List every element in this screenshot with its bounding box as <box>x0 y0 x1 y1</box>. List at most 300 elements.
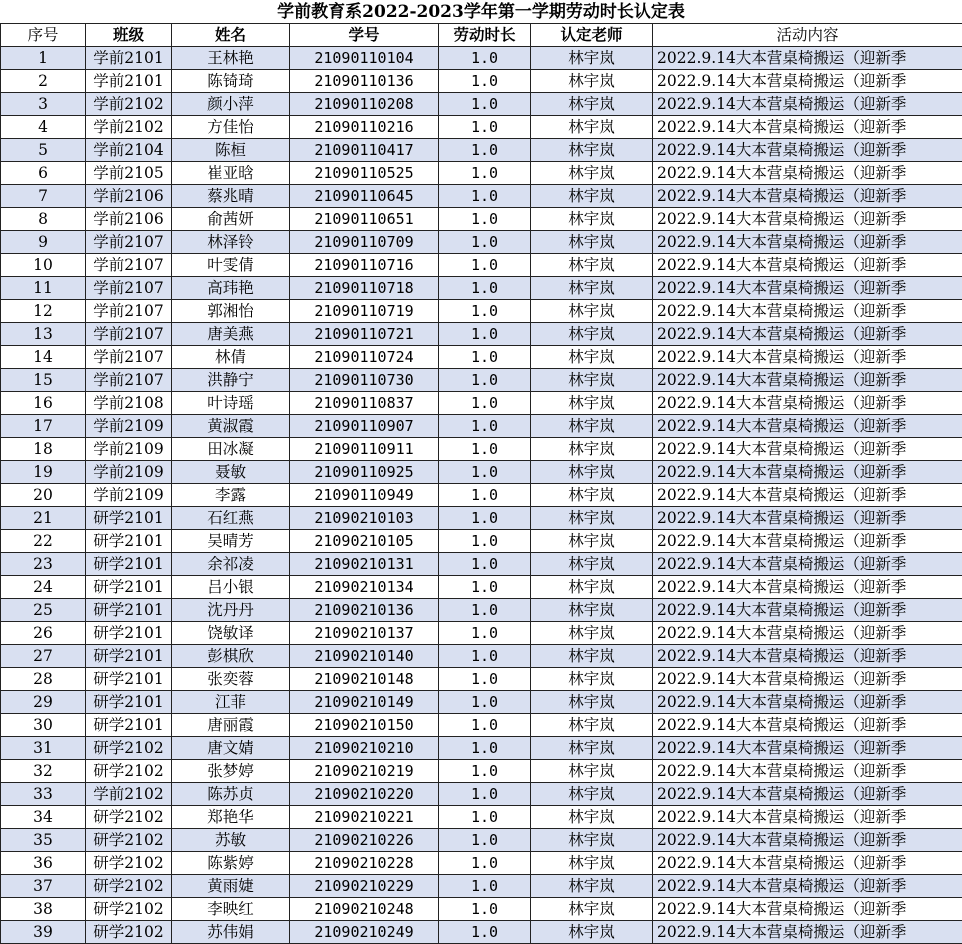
cell-activity[interactable]: 2022.9.14大本营桌椅搬运（迎新季 <box>653 668 962 691</box>
table-row <box>1 415 962 438</box>
cell-class[interactable]: 学前2109 <box>86 438 172 461</box>
cell-activity[interactable]: 2022.9.14大本营桌椅搬运（迎新季 <box>653 599 962 622</box>
cell-class[interactable]: 研学2102 <box>86 829 172 852</box>
cell-class[interactable]: 学前2109 <box>86 415 172 438</box>
table-row <box>1 438 962 461</box>
cell-name[interactable]: 高玮艳 <box>172 277 290 300</box>
cell-class[interactable]: 研学2102 <box>86 921 172 944</box>
table-row <box>1 829 962 852</box>
cell-seq[interactable]: 2 <box>1 70 86 93</box>
cell-hours[interactable]: 1.0 <box>439 829 531 852</box>
cell-teacher[interactable]: 林宇岚 <box>531 254 653 277</box>
cell-teacher[interactable]: 林宇岚 <box>531 829 653 852</box>
cell-student-id[interactable]: 21090110719 <box>290 300 439 323</box>
cell-name[interactable]: 吴晴芳 <box>172 530 290 553</box>
cell-teacher[interactable]: 林宇岚 <box>531 438 653 461</box>
cell-class[interactable]: 学前2109 <box>86 461 172 484</box>
cell-name[interactable]: 郑艳华 <box>172 806 290 829</box>
cell-class[interactable]: 研学2101 <box>86 622 172 645</box>
cell-seq[interactable]: 17 <box>1 415 86 438</box>
cell-activity[interactable]: 2022.9.14大本营桌椅搬运（迎新季 <box>653 714 962 737</box>
cell-activity[interactable]: 2022.9.14大本营桌椅搬运（迎新季 <box>653 461 962 484</box>
cell-class[interactable]: 学前2106 <box>86 208 172 231</box>
cell-activity[interactable]: 2022.9.14大本营桌椅搬运（迎新季 <box>653 116 962 139</box>
table-row <box>1 392 962 415</box>
cell-name[interactable]: 唐丽霞 <box>172 714 290 737</box>
cell-class[interactable]: 学前2107 <box>86 323 172 346</box>
cell-hours[interactable]: 1.0 <box>439 852 531 875</box>
sheet-title: 学前教育系2022-2023学年第一学期劳动时长认定表 <box>277 2 685 22</box>
cell-activity[interactable]: 2022.9.14大本营桌椅搬运（迎新季 <box>653 875 962 898</box>
cell-student-id[interactable]: 21090210221 <box>290 806 439 829</box>
cell-student-id[interactable]: 21090110911 <box>290 438 439 461</box>
cell-seq[interactable]: 7 <box>1 185 86 208</box>
cell-seq[interactable]: 34 <box>1 806 86 829</box>
cell-seq[interactable]: 30 <box>1 714 86 737</box>
cell-teacher[interactable]: 林宇岚 <box>531 185 653 208</box>
cell-hours[interactable]: 1.0 <box>439 760 531 783</box>
cell-hours[interactable]: 1.0 <box>439 806 531 829</box>
table-row <box>1 47 962 70</box>
table-row <box>1 622 962 645</box>
cell-student-id[interactable]: 21090210226 <box>290 829 439 852</box>
cell-hours[interactable]: 1.0 <box>439 921 531 944</box>
cell-class[interactable]: 学前2105 <box>86 162 172 185</box>
cell-teacher[interactable]: 林宇岚 <box>531 622 653 645</box>
cell-student-id[interactable]: 21090110925 <box>290 461 439 484</box>
cell-student-id[interactable]: 21090110136 <box>290 70 439 93</box>
cell-hours[interactable]: 1.0 <box>439 783 531 806</box>
table-row <box>1 553 962 576</box>
cell-name[interactable]: 颜小萍 <box>172 93 290 116</box>
cell-seq[interactable]: 38 <box>1 898 86 921</box>
cell-teacher[interactable]: 林宇岚 <box>531 599 653 622</box>
cell-hours[interactable]: 1.0 <box>439 116 531 139</box>
cell-name[interactable]: 聂敏 <box>172 461 290 484</box>
table-row <box>1 898 962 921</box>
cell-name[interactable]: 张梦婷 <box>172 760 290 783</box>
cell-class[interactable]: 学前2107 <box>86 254 172 277</box>
cell-teacher[interactable]: 林宇岚 <box>531 461 653 484</box>
cell-activity[interactable]: 2022.9.14大本营桌椅搬运（迎新季 <box>653 783 962 806</box>
cell-activity[interactable]: 2022.9.14大本营桌椅搬运（迎新季 <box>653 93 962 116</box>
cell-teacher[interactable]: 林宇岚 <box>531 760 653 783</box>
cell-name[interactable]: 王林艳 <box>172 47 290 70</box>
cell-student-id[interactable]: 21090110718 <box>290 277 439 300</box>
cell-hours[interactable]: 1.0 <box>439 208 531 231</box>
cell-activity[interactable]: 2022.9.14大本营桌椅搬运（迎新季 <box>653 254 962 277</box>
cell-activity[interactable]: 2022.9.14大本营桌椅搬运（迎新季 <box>653 645 962 668</box>
table-row <box>1 484 962 507</box>
cell-activity[interactable]: 2022.9.14大本营桌椅搬运（迎新季 <box>653 921 962 944</box>
cell-hours[interactable]: 1.0 <box>439 415 531 438</box>
cell-hours[interactable]: 1.0 <box>439 162 531 185</box>
cell-name[interactable]: 江菲 <box>172 691 290 714</box>
cell-seq[interactable]: 11 <box>1 277 86 300</box>
cell-seq[interactable]: 27 <box>1 645 86 668</box>
cell-seq[interactable]: 4 <box>1 116 86 139</box>
cell-teacher[interactable]: 林宇岚 <box>531 714 653 737</box>
cell-class[interactable]: 研学2102 <box>86 898 172 921</box>
cell-student-id[interactable]: 21090110949 <box>290 484 439 507</box>
cell-teacher[interactable]: 林宇岚 <box>531 162 653 185</box>
cell-hours[interactable]: 1.0 <box>439 438 531 461</box>
cell-hours[interactable]: 1.0 <box>439 645 531 668</box>
cell-seq[interactable]: 13 <box>1 323 86 346</box>
cell-activity[interactable]: 2022.9.14大本营桌椅搬运（迎新季 <box>653 438 962 461</box>
cell-student-id[interactable]: 21090110525 <box>290 162 439 185</box>
cell-activity[interactable]: 2022.9.14大本营桌椅搬运（迎新季 <box>653 346 962 369</box>
table-row <box>1 369 962 392</box>
cell-class[interactable]: 学前2102 <box>86 783 172 806</box>
table-row <box>1 599 962 622</box>
cell-name[interactable]: 陈桓 <box>172 139 290 162</box>
cell-teacher[interactable]: 林宇岚 <box>531 231 653 254</box>
cell-hours[interactable]: 1.0 <box>439 599 531 622</box>
cell-name[interactable]: 唐美燕 <box>172 323 290 346</box>
cell-class[interactable]: 研学2101 <box>86 714 172 737</box>
cell-activity[interactable]: 2022.9.14大本营桌椅搬运（迎新季 <box>653 898 962 921</box>
cell-name[interactable]: 石红燕 <box>172 507 290 530</box>
cell-activity[interactable]: 2022.9.14大本营桌椅搬运（迎新季 <box>653 185 962 208</box>
cell-activity[interactable]: 2022.9.14大本营桌椅搬运（迎新季 <box>653 47 962 70</box>
cell-class[interactable]: 研学2102 <box>86 852 172 875</box>
cell-hours[interactable]: 1.0 <box>439 70 531 93</box>
cell-class[interactable]: 研学2102 <box>86 875 172 898</box>
cell-class[interactable]: 研学2102 <box>86 737 172 760</box>
cell-seq[interactable]: 18 <box>1 438 86 461</box>
cell-student-id[interactable]: 21090210219 <box>290 760 439 783</box>
cell-hours[interactable]: 1.0 <box>439 875 531 898</box>
cell-teacher[interactable]: 林宇岚 <box>531 553 653 576</box>
cell-hours[interactable]: 1.0 <box>439 346 531 369</box>
cell-student-id[interactable]: 21090210103 <box>290 507 439 530</box>
table-row <box>1 70 962 93</box>
cell-activity[interactable]: 2022.9.14大本营桌椅搬运（迎新季 <box>653 162 962 185</box>
cell-class[interactable]: 研学2101 <box>86 576 172 599</box>
cell-teacher[interactable]: 林宇岚 <box>531 806 653 829</box>
cell-activity[interactable]: 2022.9.14大本营桌椅搬运（迎新季 <box>653 737 962 760</box>
cell-seq[interactable]: 32 <box>1 760 86 783</box>
cell-activity[interactable]: 2022.9.14大本营桌椅搬运（迎新季 <box>653 852 962 875</box>
header-seq[interactable]: 序号 <box>1 24 86 47</box>
cell-student-id[interactable]: 21090110208 <box>290 93 439 116</box>
cell-class[interactable]: 学前2102 <box>86 116 172 139</box>
cell-seq[interactable]: 28 <box>1 668 86 691</box>
cell-activity[interactable]: 2022.9.14大本营桌椅搬运（迎新季 <box>653 507 962 530</box>
cell-name[interactable]: 黄雨婕 <box>172 875 290 898</box>
cell-name[interactable]: 林泽铃 <box>172 231 290 254</box>
cell-class[interactable]: 研学2101 <box>86 691 172 714</box>
cell-seq[interactable]: 10 <box>1 254 86 277</box>
cell-name[interactable]: 田冰凝 <box>172 438 290 461</box>
cell-hours[interactable]: 1.0 <box>439 622 531 645</box>
cell-hours[interactable]: 1.0 <box>439 47 531 70</box>
cell-seq[interactable]: 29 <box>1 691 86 714</box>
cell-name[interactable]: 唐文婧 <box>172 737 290 760</box>
cell-student-id[interactable]: 21090110104 <box>290 47 439 70</box>
cell-seq[interactable]: 1 <box>1 47 86 70</box>
cell-teacher[interactable]: 林宇岚 <box>531 47 653 70</box>
cell-student-id[interactable]: 21090110645 <box>290 185 439 208</box>
cell-teacher[interactable]: 林宇岚 <box>531 691 653 714</box>
cell-student-id[interactable]: 21090210105 <box>290 530 439 553</box>
header-name[interactable]: 姓名 <box>172 24 290 47</box>
cell-teacher[interactable]: 林宇岚 <box>531 737 653 760</box>
cell-hours[interactable]: 1.0 <box>439 392 531 415</box>
header-class[interactable]: 班级 <box>86 24 172 47</box>
cell-student-id[interactable]: 21090210248 <box>290 898 439 921</box>
cell-name[interactable]: 崔亚晗 <box>172 162 290 185</box>
cell-name[interactable]: 陈苏贞 <box>172 783 290 806</box>
cell-hours[interactable]: 1.0 <box>439 369 531 392</box>
cell-name[interactable]: 陈紫婷 <box>172 852 290 875</box>
cell-student-id[interactable]: 21090210136 <box>290 599 439 622</box>
cell-activity[interactable]: 2022.9.14大本营桌椅搬运（迎新季 <box>653 277 962 300</box>
cell-student-id[interactable]: 21090210148 <box>290 668 439 691</box>
cell-student-id[interactable]: 21090210210 <box>290 737 439 760</box>
cell-teacher[interactable]: 林宇岚 <box>531 645 653 668</box>
cell-teacher[interactable]: 林宇岚 <box>531 484 653 507</box>
cell-hours[interactable]: 1.0 <box>439 254 531 277</box>
cell-class[interactable]: 研学2101 <box>86 507 172 530</box>
cell-teacher[interactable]: 林宇岚 <box>531 852 653 875</box>
cell-activity[interactable]: 2022.9.14大本营桌椅搬运（迎新季 <box>653 622 962 645</box>
cell-hours[interactable]: 1.0 <box>439 300 531 323</box>
cell-name[interactable]: 林倩 <box>172 346 290 369</box>
cell-teacher[interactable]: 林宇岚 <box>531 507 653 530</box>
cell-activity[interactable]: 2022.9.14大本营桌椅搬运（迎新季 <box>653 70 962 93</box>
cell-name[interactable]: 余祁凌 <box>172 553 290 576</box>
cell-activity[interactable]: 2022.9.14大本营桌椅搬运（迎新季 <box>653 530 962 553</box>
cell-teacher[interactable]: 林宇岚 <box>531 415 653 438</box>
cell-hours[interactable]: 1.0 <box>439 277 531 300</box>
cell-hours[interactable]: 1.0 <box>439 93 531 116</box>
cell-student-id[interactable]: 21090210134 <box>290 576 439 599</box>
cell-hours[interactable]: 1.0 <box>439 668 531 691</box>
cell-hours[interactable]: 1.0 <box>439 553 531 576</box>
cell-class[interactable]: 学前2101 <box>86 47 172 70</box>
cell-name[interactable]: 叶诗瑶 <box>172 392 290 415</box>
cell-seq[interactable]: 21 <box>1 507 86 530</box>
cell-teacher[interactable]: 林宇岚 <box>531 300 653 323</box>
cell-name[interactable]: 彭棋欣 <box>172 645 290 668</box>
cell-student-id[interactable]: 21090210228 <box>290 852 439 875</box>
cell-class[interactable]: 研学2101 <box>86 668 172 691</box>
cell-name[interactable]: 沈丹丹 <box>172 599 290 622</box>
cell-seq[interactable]: 35 <box>1 829 86 852</box>
cell-teacher[interactable]: 林宇岚 <box>531 783 653 806</box>
cell-student-id[interactable]: 21090210229 <box>290 875 439 898</box>
cell-class[interactable]: 学前2107 <box>86 231 172 254</box>
cell-hours[interactable]: 1.0 <box>439 737 531 760</box>
cell-seq[interactable]: 37 <box>1 875 86 898</box>
cell-student-id[interactable]: 21090110216 <box>290 116 439 139</box>
cell-name[interactable]: 饶敏译 <box>172 622 290 645</box>
cell-hours[interactable]: 1.0 <box>439 484 531 507</box>
cell-name[interactable]: 洪静宁 <box>172 369 290 392</box>
cell-hours[interactable]: 1.0 <box>439 714 531 737</box>
cell-student-id[interactable]: 21090110651 <box>290 208 439 231</box>
cell-name[interactable]: 李露 <box>172 484 290 507</box>
cell-student-id[interactable]: 21090210140 <box>290 645 439 668</box>
table-row <box>1 921 962 944</box>
cell-name[interactable]: 李映红 <box>172 898 290 921</box>
cell-class[interactable]: 研学2101 <box>86 599 172 622</box>
cell-teacher[interactable]: 林宇岚 <box>531 668 653 691</box>
table-row <box>1 806 962 829</box>
cell-hours[interactable]: 1.0 <box>439 576 531 599</box>
cell-student-id[interactable]: 21090210249 <box>290 921 439 944</box>
cell-student-id[interactable]: 21090110907 <box>290 415 439 438</box>
cell-student-id[interactable]: 21090110837 <box>290 392 439 415</box>
cell-name[interactable]: 张奕蓉 <box>172 668 290 691</box>
cell-student-id[interactable]: 21090110730 <box>290 369 439 392</box>
cell-activity[interactable]: 2022.9.14大本营桌椅搬运（迎新季 <box>653 369 962 392</box>
cell-seq[interactable]: 5 <box>1 139 86 162</box>
cell-seq[interactable]: 12 <box>1 300 86 323</box>
cell-student-id[interactable]: 21090210137 <box>290 622 439 645</box>
header-activity[interactable]: 活动内容 <box>653 24 962 47</box>
cell-student-id[interactable]: 21090210149 <box>290 691 439 714</box>
cell-teacher[interactable]: 林宇岚 <box>531 116 653 139</box>
cell-activity[interactable]: 2022.9.14大本营桌椅搬运（迎新季 <box>653 323 962 346</box>
cell-teacher[interactable]: 林宇岚 <box>531 70 653 93</box>
cell-class[interactable]: 学前2107 <box>86 277 172 300</box>
cell-teacher[interactable]: 林宇岚 <box>531 208 653 231</box>
cell-class[interactable]: 学前2107 <box>86 369 172 392</box>
cell-name[interactable]: 苏伟娟 <box>172 921 290 944</box>
cell-class[interactable]: 学前2108 <box>86 392 172 415</box>
cell-class[interactable]: 学前2104 <box>86 139 172 162</box>
cell-activity[interactable]: 2022.9.14大本营桌椅搬运（迎新季 <box>653 484 962 507</box>
cell-seq[interactable]: 8 <box>1 208 86 231</box>
cell-teacher[interactable]: 林宇岚 <box>531 875 653 898</box>
cell-hours[interactable]: 1.0 <box>439 185 531 208</box>
cell-seq[interactable]: 22 <box>1 530 86 553</box>
cell-seq[interactable]: 14 <box>1 346 86 369</box>
header-teacher[interactable]: 认定老师 <box>531 24 653 47</box>
cell-activity[interactable]: 2022.9.14大本营桌椅搬运（迎新季 <box>653 231 962 254</box>
cell-student-id[interactable]: 21090210150 <box>290 714 439 737</box>
cell-student-id[interactable]: 21090110709 <box>290 231 439 254</box>
cell-activity[interactable]: 2022.9.14大本营桌椅搬运（迎新季 <box>653 760 962 783</box>
cell-hours[interactable]: 1.0 <box>439 231 531 254</box>
cell-name[interactable]: 吕小银 <box>172 576 290 599</box>
cell-hours[interactable]: 1.0 <box>439 461 531 484</box>
cell-student-id[interactable]: 21090210131 <box>290 553 439 576</box>
cell-class[interactable]: 学前2106 <box>86 185 172 208</box>
cell-name[interactable]: 方佳怡 <box>172 116 290 139</box>
cell-teacher[interactable]: 林宇岚 <box>531 576 653 599</box>
cell-hours[interactable]: 1.0 <box>439 691 531 714</box>
cell-class[interactable]: 学前2107 <box>86 346 172 369</box>
cell-teacher[interactable]: 林宇岚 <box>531 139 653 162</box>
cell-activity[interactable]: 2022.9.14大本营桌椅搬运（迎新季 <box>653 415 962 438</box>
table-row <box>1 300 962 323</box>
cell-seq[interactable]: 19 <box>1 461 86 484</box>
cell-seq[interactable]: 24 <box>1 576 86 599</box>
cell-teacher[interactable]: 林宇岚 <box>531 392 653 415</box>
cell-activity[interactable]: 2022.9.14大本营桌椅搬运（迎新季 <box>653 300 962 323</box>
cell-seq[interactable]: 33 <box>1 783 86 806</box>
table-row <box>1 875 962 898</box>
cell-class[interactable]: 学前2102 <box>86 93 172 116</box>
cell-seq[interactable]: 9 <box>1 231 86 254</box>
cell-activity[interactable]: 2022.9.14大本营桌椅搬运（迎新季 <box>653 392 962 415</box>
cell-hours[interactable]: 1.0 <box>439 898 531 921</box>
cell-teacher[interactable]: 林宇岚 <box>531 530 653 553</box>
cell-teacher[interactable]: 林宇岚 <box>531 93 653 116</box>
cell-name[interactable]: 黄淑霞 <box>172 415 290 438</box>
cell-seq[interactable]: 23 <box>1 553 86 576</box>
cell-activity[interactable]: 2022.9.14大本营桌椅搬运（迎新季 <box>653 576 962 599</box>
cell-teacher[interactable]: 林宇岚 <box>531 921 653 944</box>
cell-class[interactable]: 学前2109 <box>86 484 172 507</box>
cell-seq[interactable]: 26 <box>1 622 86 645</box>
cell-teacher[interactable]: 林宇岚 <box>531 898 653 921</box>
cell-student-id[interactable]: 21090110716 <box>290 254 439 277</box>
cell-seq[interactable]: 15 <box>1 369 86 392</box>
cell-name[interactable]: 郭湘怡 <box>172 300 290 323</box>
cell-teacher[interactable]: 林宇岚 <box>531 323 653 346</box>
cell-class[interactable]: 学前2107 <box>86 300 172 323</box>
cell-seq[interactable]: 31 <box>1 737 86 760</box>
cell-hours[interactable]: 1.0 <box>439 530 531 553</box>
cell-student-id[interactable]: 21090110417 <box>290 139 439 162</box>
cell-name[interactable]: 叶雯倩 <box>172 254 290 277</box>
cell-student-id[interactable]: 21090110724 <box>290 346 439 369</box>
cell-seq[interactable]: 39 <box>1 921 86 944</box>
cell-seq[interactable]: 36 <box>1 852 86 875</box>
cell-student-id[interactable]: 21090110721 <box>290 323 439 346</box>
cell-name[interactable]: 苏敏 <box>172 829 290 852</box>
header-student-id[interactable]: 学号 <box>290 24 439 47</box>
cell-teacher[interactable]: 林宇岚 <box>531 277 653 300</box>
cell-seq[interactable]: 3 <box>1 93 86 116</box>
table-row <box>1 461 962 484</box>
table-row <box>1 668 962 691</box>
cell-activity[interactable]: 2022.9.14大本营桌椅搬运（迎新季 <box>653 806 962 829</box>
cell-name[interactable]: 陈锜琦 <box>172 70 290 93</box>
cell-hours[interactable]: 1.0 <box>439 507 531 530</box>
cell-activity[interactable]: 2022.9.14大本营桌椅搬运（迎新季 <box>653 553 962 576</box>
cell-teacher[interactable]: 林宇岚 <box>531 346 653 369</box>
cell-seq[interactable]: 6 <box>1 162 86 185</box>
cell-teacher[interactable]: 林宇岚 <box>531 369 653 392</box>
cell-class[interactable]: 学前2101 <box>86 70 172 93</box>
cell-name[interactable]: 蔡兆晴 <box>172 185 290 208</box>
header-hours[interactable]: 劳动时长 <box>439 24 531 47</box>
cell-name[interactable]: 俞茜妍 <box>172 208 290 231</box>
cell-hours[interactable]: 1.0 <box>439 139 531 162</box>
labor-hours-table <box>0 23 962 944</box>
cell-class[interactable]: 研学2101 <box>86 645 172 668</box>
cell-activity[interactable]: 2022.9.14大本营桌椅搬运（迎新季 <box>653 829 962 852</box>
cell-class[interactable]: 研学2101 <box>86 553 172 576</box>
cell-class[interactable]: 研学2102 <box>86 760 172 783</box>
cell-hours[interactable]: 1.0 <box>439 323 531 346</box>
cell-activity[interactable]: 2022.9.14大本营桌椅搬运（迎新季 <box>653 208 962 231</box>
cell-seq[interactable]: 25 <box>1 599 86 622</box>
cell-seq[interactable]: 20 <box>1 484 86 507</box>
cell-activity[interactable]: 2022.9.14大本营桌椅搬运（迎新季 <box>653 139 962 162</box>
cell-seq[interactable]: 16 <box>1 392 86 415</box>
cell-student-id[interactable]: 21090210220 <box>290 783 439 806</box>
cell-activity[interactable]: 2022.9.14大本营桌椅搬运（迎新季 <box>653 691 962 714</box>
cell-class[interactable]: 研学2101 <box>86 530 172 553</box>
cell-class[interactable]: 研学2102 <box>86 806 172 829</box>
